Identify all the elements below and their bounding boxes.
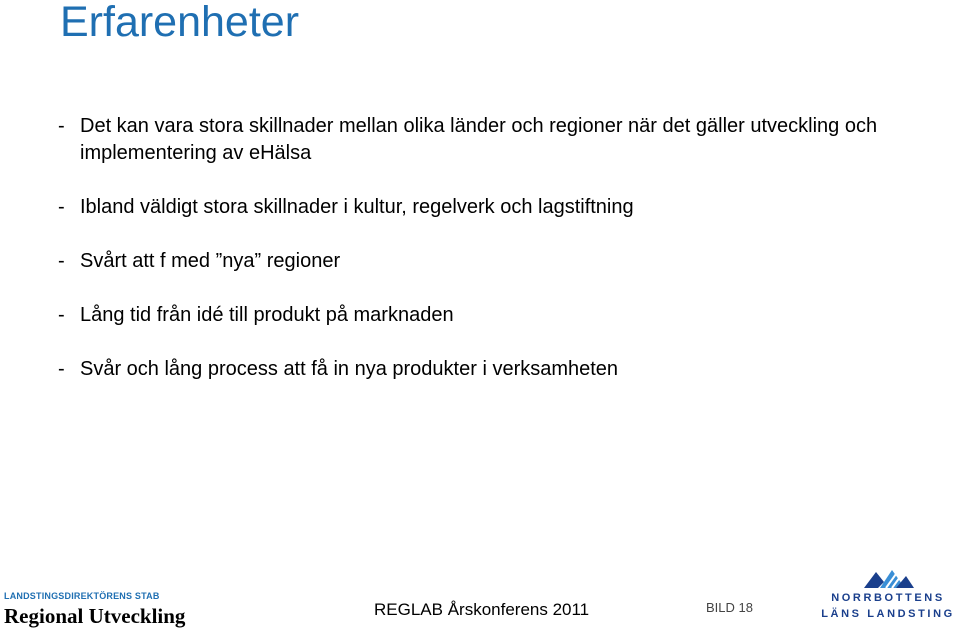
bullet-item [58,113,938,167]
bullet-item [58,356,938,383]
logo-text-line1: NORRBOTTENS [831,592,945,604]
slide-title: Erfarenheter [60,0,300,46]
norrbottens-logo [820,566,956,628]
logo-text-line2: LÄNS LANDSTING [821,608,955,620]
bullet-text: Svår och lång process att få in nya produkter i verksamheten [80,358,619,380]
bullet-text: Ibland väldigt stora skillnader i kultur, regelverk och lagstiftning [80,196,634,218]
bullet-item [58,248,938,275]
bullet-marker: - [58,358,65,380]
bullet-text: Svårt att f med ”nya” regioner [80,250,341,272]
footer-conference: REGLAB Årskonferens 2011 [374,600,590,619]
footer-unit: Regional Utveckling [4,604,186,628]
bullet-text: Lång tid från idé till produkt på marknaden [80,304,454,326]
bullet-item [58,194,938,221]
footer-department: LANDSTINGSDIREKTÖRENS STAB [4,591,160,601]
bullet-list [58,113,938,410]
bullet-marker: - [58,196,65,218]
bullet-marker: - [58,250,65,272]
bullet-item [58,302,938,329]
bullet-marker: - [58,304,65,326]
slide-number: BILD 18 [706,600,753,615]
norrbottens-mountains-icon [862,566,916,590]
bullet-marker: - [58,115,65,137]
bullet-text: Det kan vara stora skillnader mellan olika länder och regioner när det gäller utveckling och implementering av eHälsa [80,115,878,164]
